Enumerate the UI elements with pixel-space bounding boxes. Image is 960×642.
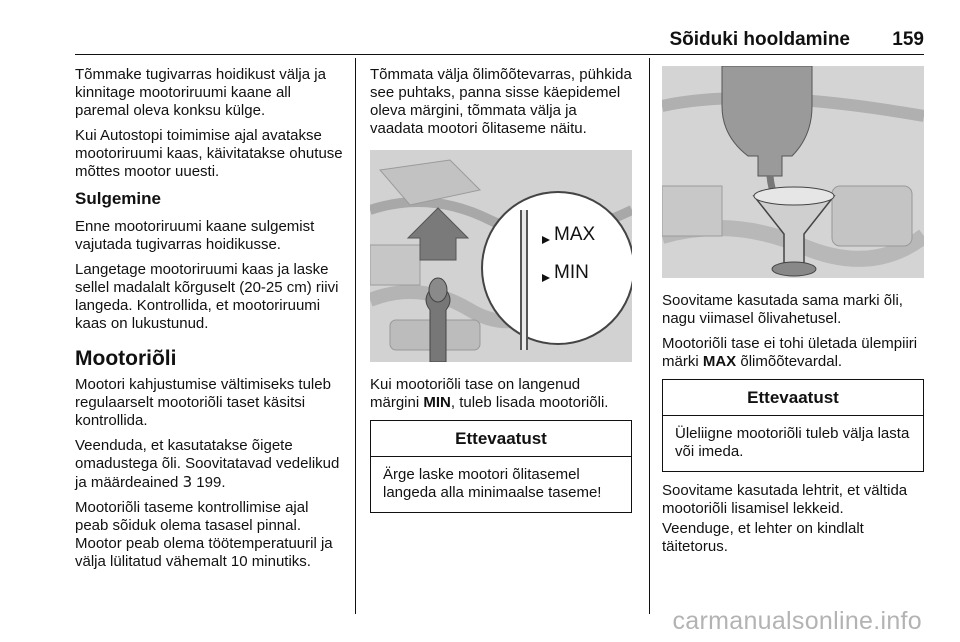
caution-text: Ärge laske mootori õlitasemel langeda alla minimaalse taseme! — [383, 466, 602, 501]
column-divider-2 — [649, 58, 650, 614]
paragraph-text: , tuleb lisada mootoriõli. — [450, 394, 609, 411]
paragraph — [75, 437, 343, 492]
page-header — [0, 0, 960, 62]
paragraph-text: Veenduda, et kasutatakse õigete omadustega õli. Soovitatavad vedelikud ja määrdeained — [75, 437, 340, 491]
page-ref-arrow-icon: 3 — [182, 473, 193, 491]
page-ref-link[interactable]: 199. — [196, 474, 226, 491]
watermark: carmanualsonline.info — [672, 607, 922, 635]
paragraph-text: õlimõõtevardal. — [740, 353, 843, 370]
page-number: 159 — [892, 29, 924, 50]
column-3 — [662, 66, 924, 563]
min-mark-text: MIN — [423, 394, 451, 411]
caution-box — [662, 379, 924, 472]
caution-title: Ettevaatust — [663, 380, 923, 416]
section-title: Sõiduki hooldamine — [669, 29, 850, 50]
column-divider-1 — [355, 58, 356, 614]
paragraph: Soovitame kasutada lehtrit, et vältida mootoriõli lisamisel lekkeid. — [662, 482, 908, 517]
paragraph: Mootoriõli taseme kontrollimise ajal peab sõiduk olema tasasel pinnal. Mootor peab olema töötemperatuuril ja välja lülitatud vähemalt 10 minutiks. — [75, 499, 333, 570]
paragraph: Soovitame kasutada sama marki õli, nagu viimasel õlivahetusel. — [662, 292, 903, 327]
caution-box — [370, 420, 632, 513]
paragraph-text: Kui mootoriõli tase on langenud märgini — [370, 376, 581, 411]
funnel-illustration — [662, 66, 924, 278]
paragraph: Langetage mootoriruumi kaas ja laske sellel madalalt kõrguselt (20-25 cm) riivi langeda. Kontrollida, et mootoriruumi kaas on lukustunud. — [75, 261, 339, 332]
max-mark-text: MAX — [702, 353, 737, 370]
paragraph: Tõmmake tugivarras hoidikust välja ja kinnitage mootoriruumi kaane all paremal oleva konksu külge. — [75, 66, 326, 119]
paragraph — [370, 376, 632, 412]
heading-engine-oil: Mootoriõli — [75, 347, 177, 370]
max-label: MAX — [554, 224, 596, 245]
paragraph-text: Mootoriõli tase ei tohi ületada ülempiiri märki — [662, 335, 918, 370]
dipstick-drawing — [370, 150, 632, 362]
min-label: MIN — [554, 262, 589, 283]
paragraph: Tõmmata välja õlimõõtevarras, pühkida see puhtaks, panna sisse käepidemel oleva märgini, tõmmata välja ja vaadata mootori õlitaseme näitu. — [370, 66, 632, 137]
paragraph: Veenduge, et lehter on kindlalt täitetorus. — [662, 520, 864, 555]
column-2 — [370, 66, 632, 523]
paragraph: Enne mootoriruumi kaane sulgemist vajutada tugivarras hoidikusse. — [75, 218, 315, 253]
heading-closing: Sulgemine — [75, 189, 161, 208]
caution-title: Ettevaatust — [371, 421, 631, 457]
dipstick-illustration — [370, 150, 632, 362]
funnel-drawing — [662, 66, 924, 278]
paragraph — [662, 335, 924, 371]
paragraph: Mootori kahjustumise vältimiseks tuleb regulaarselt mootoriõli taset käsitsi kontrollida. — [75, 376, 331, 429]
header-rule — [75, 54, 924, 55]
caution-text: Üleliigne mootoriõli tuleb välja lasta või imeda. — [675, 425, 910, 460]
paragraph: Kui Autostopi toimimise ajal avatakse mootoriruumi kaas, käivitatakse ohutuse mõttes mootor uuesti. — [75, 127, 343, 180]
column-1 — [75, 66, 343, 578]
